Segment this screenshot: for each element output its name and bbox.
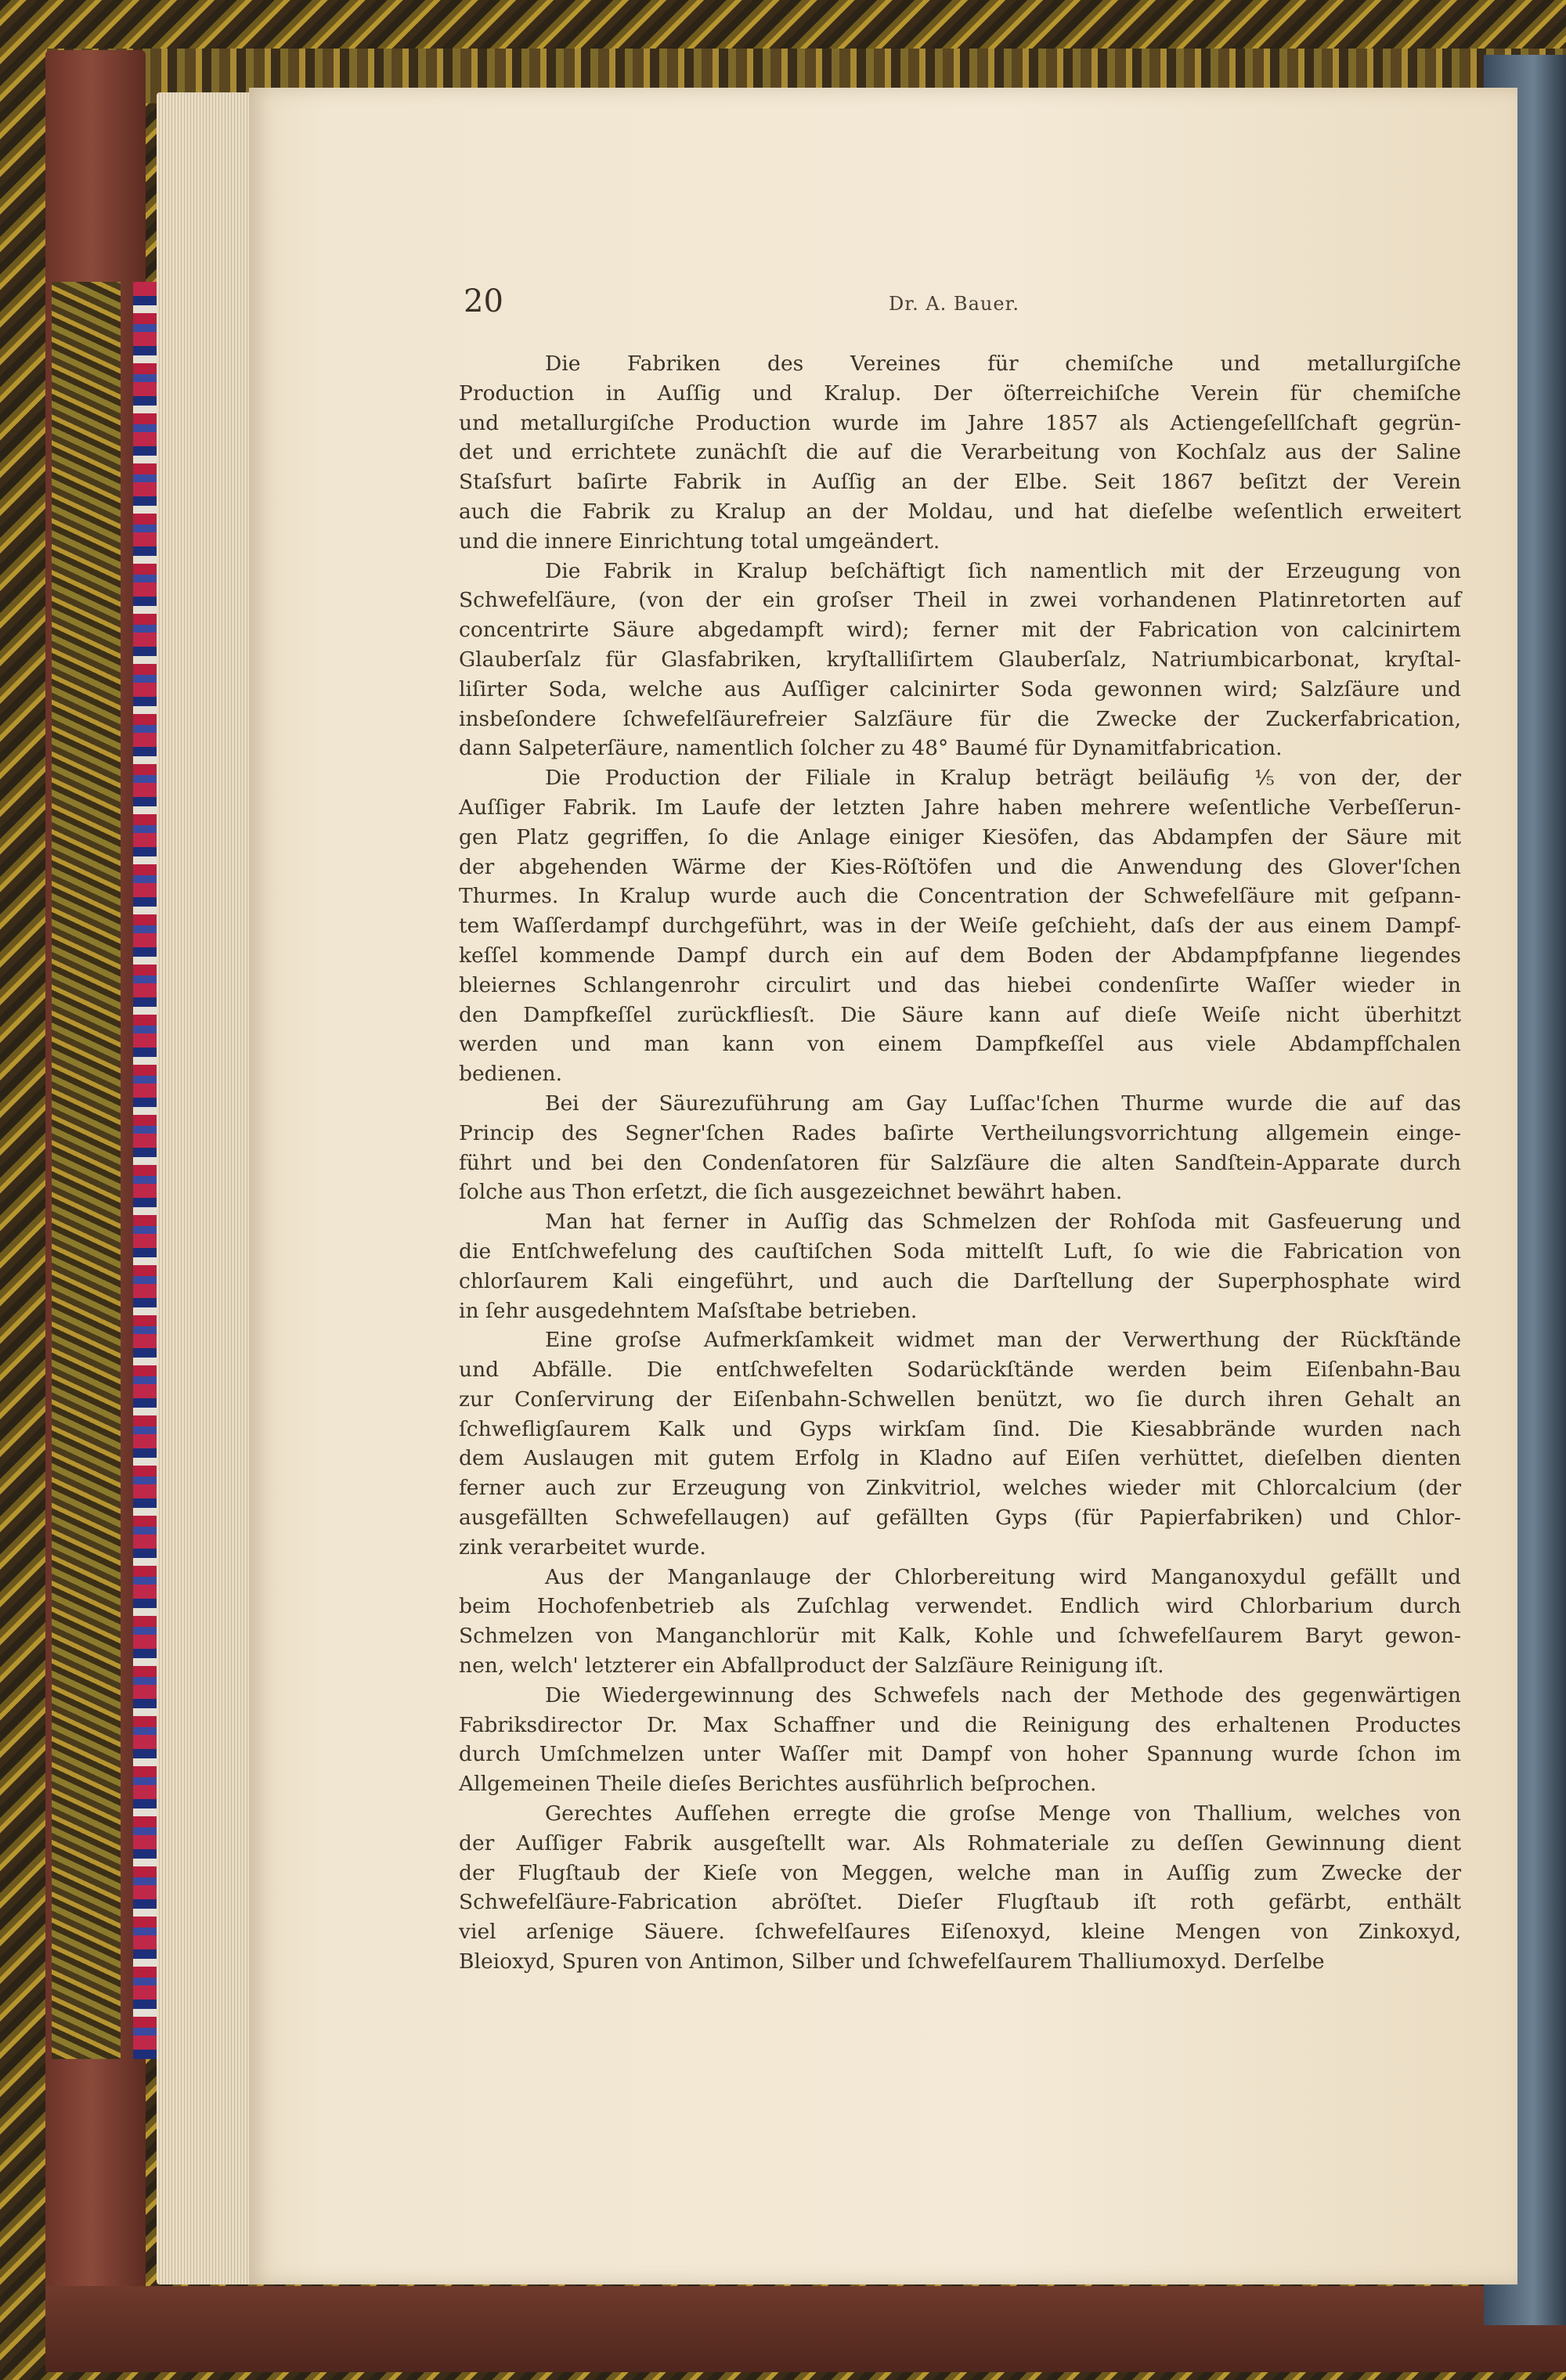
paragraph [459,349,1461,557]
paragraph [459,1089,1461,1207]
text-line: der Flugſtaub der Kieſe von Meggen, welche man in Auſſig zum Zwecke der [459,1860,1461,1885]
text-line: ferner auch zur Erzeugung von Zinkvitriol, welches wieder mit Chlorcalcium (der [459,1476,1461,1501]
text-line: keſſel kommende Dampf durch ein auf dem Boden der Abdampfpfanne liegendes [459,943,1461,968]
page-number: 20 [464,283,503,319]
text-line: insbeſondere ſchwefelſäurefreier Salzſäure für die Zwecke der Zuckerfabrication, [459,706,1461,731]
text-line: und metallurgiſche Production wurde im Jahre 1857 als Actiengeſellſchaft gegrün- [459,410,1461,435]
paragraph [459,1325,1461,1562]
text-line: Allgemeinen Theile dieſes Berichtes ausführlich beſprochen. [459,1772,1097,1797]
text-line: ſolche aus Thon erſetzt, die ſich ausgezeichnet bewährt haben. [459,1180,1123,1205]
body-text [459,349,1461,1977]
text-line: tem Waſſerdampf durchgeführt, was in der Weiſe geſchieht, daſs der aus einem Dampf- [459,914,1461,939]
text-line: werden und man kann von einem Dampfkeſſel aus viele Abdampfſchalen [459,1032,1461,1057]
text-line: chlorſaurem Kali eingeführt, und auch die Darſtellung der Superphosphate wird [459,1268,1461,1293]
text-line: Die Production der Filiale in Kralup beträgt beiläufig ⅕ von der, der [545,766,1461,791]
text-line: bedienen. [459,1062,563,1087]
text-line: Schwefelſäure-Fabrication abröſtet. Dieſer Flugſtaub iſt roth gefärbt, enthält [459,1890,1461,1915]
text-line: Gerechtes Aufſehen erregte die groſse Menge von Thallium, welches von [545,1801,1461,1826]
paragraph [459,763,1461,1089]
text-line: zur Conſervirung der Eiſenbahn-Schwellen benützt, wo ſie durch ihren Gehalt an [459,1387,1461,1412]
text-line: viel arſenige Säuere. ſchwefelſaures Eiſenoxyd, kleine Mengen von Zinkoxyd, [459,1920,1461,1945]
text-line: in ſehr ausgedehntem Maſsſtabe betrieben. [459,1298,918,1323]
text-line: Aus der Manganlauge der Chlorbereitung wird Manganoxydul gefällt und [545,1564,1461,1589]
text-line: auch die Fabrik zu Kralup an der Moldau, und hat dieſelbe weſentlich erweitert [459,499,1461,524]
text-line: Die Fabriken des Vereines für chemiſche und metallurgiſche [545,352,1461,376]
text-line: bleiernes Schlangenrohr circulirt und das hiebei condenſirte Waſſer wieder in [459,972,1461,997]
page-stack-edges [157,92,258,2284]
text-line: der Auſſiger Fabrik ausgeſtellt war. Als Rohmateriale zu deſſen Gewinnung dient [459,1830,1461,1855]
running-head: Dr. A. Bauer. [889,293,1019,315]
text-line: Production in Auſſig und Kralup. Der öſterreichiſche Verein für chemiſche [459,380,1461,406]
text-line: Bleioxyd, Spuren von Antimon, Silber und ſchwefelſaurem Thalliumoxyd. Derſelbe [459,1949,1325,1974]
text-line: der abgehenden Wärme der Kies-Röſtöfen und die Anwendung des Glover'ſchen [459,854,1461,879]
text-line: det und errichtete zunächſt die auf die Verarbeitung von Kochſalz aus der Saline [459,440,1461,465]
text-line: Schmelzen von Manganchlorür mit Kalk, Kohle und ſchwefelſaurem Baryt gewon- [459,1624,1461,1649]
text-line: nen, welch' letzterer ein Abfallproduct der Salzſäure Reinigung iſt. [459,1653,1164,1679]
paragraph [459,1563,1461,1681]
text-line: ſchwefligſaurem Kalk und Gyps wirkſam ſind. Die Kiesabbrände wurden nach [459,1416,1461,1441]
text-line: Staſsfurt baſirte Fabrik in Auſſig an der Elbe. Seit 1867 beſitzt der Verein [459,470,1461,495]
text-line: dann Salpeterſäure, namentlich ſolcher zu 48° Baumé für Dynamitfabrication. [459,736,1283,761]
text-line: Eine groſse Aufmerkſamkeit widmet man der Verwerthung der Rückſtände [545,1328,1461,1353]
text-line: dem Auslaugen mit gutem Erfolg in Kladno auf Eiſen verhüttet, dieſelben dienten [459,1446,1461,1471]
text-line: den Dampfkeſſel zurückfliesſt. Die Säure kann auf dieſe Weiſe nicht überhitzt [459,1002,1461,1027]
paragraph [459,557,1461,764]
leather-corner-bottom [45,2286,1566,2372]
text-line: Princip des Segner'ſchen Rades baſirte Vertheilungsvorrichtung allgemein einge- [459,1120,1461,1145]
text-line: durch Umſchmelzen unter Waſſer mit Dampf von hoher Spannung wurde ſchon im [459,1742,1461,1767]
text-line: führt und bei den Condenſatoren für Salzſäure die alten Sandſtein-Apparate durch [459,1150,1461,1175]
paragraph [459,1681,1461,1799]
text-line: ausgefällten Schwefellaugen) auf gefällten Gyps (für Papierfabriken) und Chlor- [459,1506,1461,1531]
text-line: gen Platz gegriffen, ſo die Anlage einiger Kiesöfen, das Abdampfen der Säure mit [459,824,1461,849]
text-line: Man hat ferner in Auſſig das Schmelzen der Rohſoda mit Gasfeuerung und [545,1210,1461,1235]
text-line: Die Wiedergewinnung des Schwefels nach der Methode des gegenwärtigen [545,1682,1461,1707]
text-line: die Entſchwefelung des cauſtiſchen Soda mittelſt Luft, ſo wie die Fabrication von [459,1239,1461,1264]
marbled-board-left [52,282,121,2059]
text-line: Schwefelſäure, (von der ein groſser Theil in zwei vorhandenen Platinretorten auf [459,588,1461,613]
text-line: Glauberſalz für Glasfabriken, kryſtalliſirtem Glauberſalz, Natriumbicarbonat, kryſtal- [459,647,1461,672]
text-line: und die innere Einrichtung total umgeändert. [459,528,940,554]
text-line: beim Hochofenbetrieb als Zuſchlag verwendet. Endlich wird Chlorbarium durch [459,1594,1461,1619]
text-line: und Abfälle. Die entſchwefelten Sodarückſtände werden beim Eiſenbahn-Bau [459,1358,1461,1383]
text-line: Fabriksdirector Dr. Max Schaffner und die Reinigung des erhaltenen Productes [459,1712,1461,1737]
text-line: Thurmes. In Kralup wurde auch die Concentration der Schwefelſäure mit geſpann- [459,884,1461,909]
text-line: Bei der Säurezuführung am Gay Luſſac'ſchen Thurme wurde die auf das [545,1091,1461,1116]
text-line: Die Fabrik in Kralup beſchäftigt ſich namentlich mit der Erzeugung von [545,558,1461,583]
text-line: Auſſiger Fabrik. Im Laufe der letzten Jahre haben mehrere weſentliche Verbeſſerun- [459,795,1461,820]
text-line: liſirter Soda, welche aus Auſſiger calcinirter Soda gewonnen wird; Salzſäure und [459,676,1461,701]
paragraph [459,1799,1461,1977]
text-line: concentrirte Säure abgedampft wird); ferner mit der Fabrication von calcinirtem [459,618,1461,643]
page-header [464,283,1059,323]
paragraph [459,1207,1461,1325]
text-line: zink verarbeitet wurde. [459,1534,706,1560]
